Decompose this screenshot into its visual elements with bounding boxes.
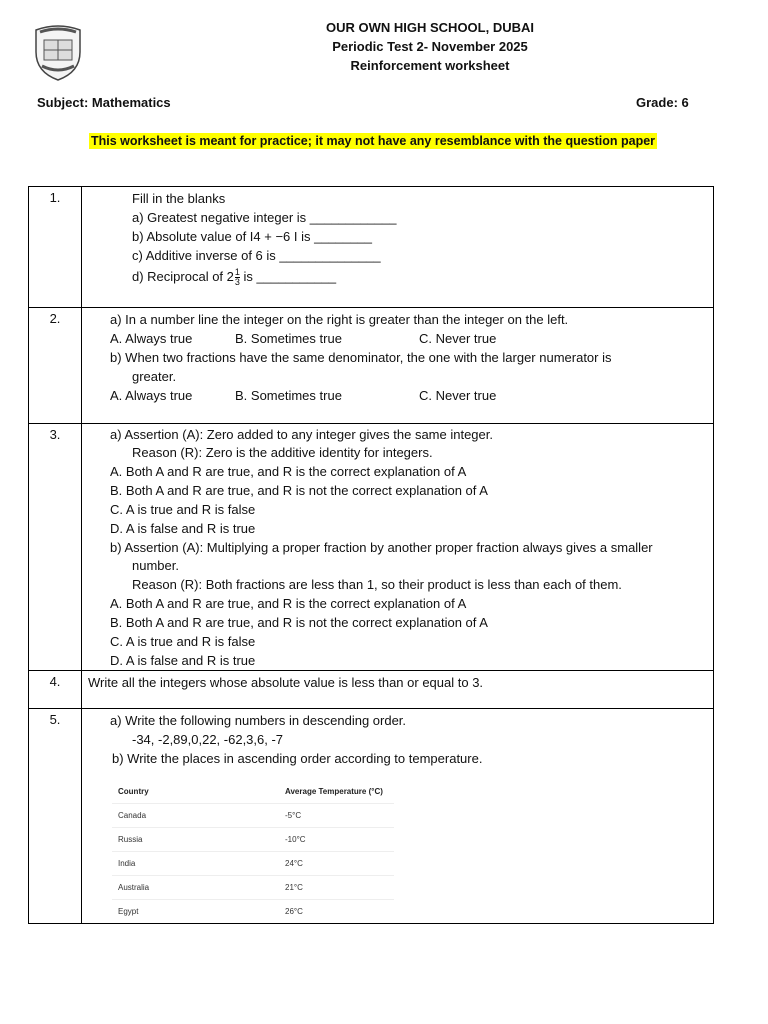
q5-numbers: -34, -2,89,0,22, -62,3,6, -7 — [132, 732, 284, 747]
q2-options-a — [110, 329, 713, 348]
school-name: OUR OWN HIGH SCHOOL, DUBAI — [326, 20, 534, 35]
table-row — [112, 852, 394, 876]
q4-text: Write all the integers whose absolute value is less than or equal to 3. — [88, 675, 484, 690]
q1-item-c: c) Additive inverse of 6 is ______________ — [132, 248, 381, 263]
q2-opt-always: A. Always true — [110, 388, 193, 403]
question-number: 2. — [29, 308, 82, 424]
practice-notice: This worksheet is meant for practice; it may not have any resemblance with the question paper — [91, 134, 656, 148]
q1-intro: Fill in the blanks — [132, 191, 226, 206]
country-cell: India — [118, 859, 136, 868]
col-country: Country — [118, 787, 149, 796]
subject-label: Subject: Mathematics — [37, 95, 171, 110]
q3-b-assertion: b) Assertion (A): Multiplying a proper fraction by another proper fraction always gives a smaller — [110, 540, 653, 555]
fraction-denominator: 3 — [234, 277, 240, 288]
q2-item-b-cont: greater. — [132, 369, 177, 384]
question-row-1 — [29, 187, 714, 308]
q3-b-option-c: C. A is true and R is false — [110, 634, 256, 649]
question-number: 5. — [29, 709, 82, 924]
q5-item-a: a) Write the following numbers in descending order. — [110, 713, 407, 728]
test-name: Periodic Test 2- November 2025 — [332, 39, 528, 54]
temperature-cell: 21°C — [285, 883, 303, 892]
country-cell: Canada — [118, 811, 147, 820]
q2-opt-sometimes: B. Sometimes true — [235, 388, 342, 403]
q3-a-option-a: A. Both A and R are true, and R is the correct explanation of A — [110, 464, 467, 479]
q2-item-b: b) When two fractions have the same denominator, the one with the larger numerator is — [110, 350, 612, 365]
question-row-3 — [29, 424, 714, 671]
temperature-table-header — [112, 780, 394, 804]
grade-label: Grade: 6 — [636, 95, 689, 110]
q2-opt-never: C. Never true — [419, 331, 497, 346]
col-temperature: Average Temperature (°C) — [285, 787, 383, 796]
q1-item-d — [132, 267, 713, 287]
temperature-cell: 24°C — [285, 859, 303, 868]
q3-b-option-a: A. Both A and R are true, and R is the correct explanation of A — [110, 596, 467, 611]
question-table — [28, 186, 714, 924]
q3-b-reason: Reason (R): Both fractions are less than 1, so their product is less than each of them. — [132, 577, 622, 592]
fraction-numerator: 1 — [234, 267, 240, 278]
q2-opt-sometimes: B. Sometimes true — [235, 331, 342, 346]
question-number: 3. — [29, 424, 82, 671]
temperature-cell: -5°C — [285, 811, 302, 820]
q3-a-option-d: D. A is false and R is true — [110, 521, 256, 536]
temperature-table — [112, 780, 394, 923]
q3-a-option-c: C. A is true and R is false — [110, 502, 256, 517]
q3-a-option-b: B. Both A and R are true, and R is not the correct explanation of A — [110, 483, 488, 498]
q3-b-option-b: B. Both A and R are true, and R is not the correct explanation of A — [110, 615, 488, 630]
table-row — [112, 900, 394, 923]
q3-b-option-d: D. A is false and R is true — [110, 653, 256, 668]
question-number: 4. — [29, 671, 82, 709]
question-number: 1. — [29, 187, 82, 308]
q2-opt-always: A. Always true — [110, 331, 193, 346]
q2-opt-never: C. Never true — [419, 388, 497, 403]
q1-d-suffix: is ___________ — [239, 269, 337, 284]
worksheet-title: Reinforcement worksheet — [350, 58, 510, 73]
temperature-cell: -10°C — [285, 835, 306, 844]
q2-item-a: a) In a number line the integer on the right is greater than the integer on the left. — [110, 312, 569, 327]
table-row — [112, 804, 394, 828]
q1-item-a: a) Greatest negative integer is ____________ — [132, 210, 397, 225]
q2-options-b — [110, 386, 713, 405]
table-row — [112, 876, 394, 900]
country-cell: Egypt — [118, 907, 139, 916]
q1-d-prefix: d) Reciprocal of 2 — [132, 269, 234, 284]
q3-a-reason: Reason (R): Zero is the additive identity for integers. — [132, 445, 433, 460]
q3-b-assertion-cont: number. — [132, 558, 179, 573]
question-row-2 — [29, 308, 714, 424]
q1-item-b: b) Absolute value of I4 + −6 I is ________ — [132, 229, 372, 244]
country-cell: Russia — [118, 835, 143, 844]
table-row — [112, 828, 394, 852]
school-crest-logo — [30, 22, 86, 82]
question-row-4 — [29, 671, 714, 709]
q3-a-assertion: a) Assertion (A): Zero added to any integer gives the same integer. — [110, 427, 493, 442]
temperature-cell: 26°C — [285, 907, 303, 916]
question-row-5 — [29, 709, 714, 924]
q5-item-b: b) Write the places in ascending order according to temperature. — [112, 751, 483, 766]
document-header — [230, 18, 630, 75]
country-cell: Australia — [118, 883, 150, 892]
